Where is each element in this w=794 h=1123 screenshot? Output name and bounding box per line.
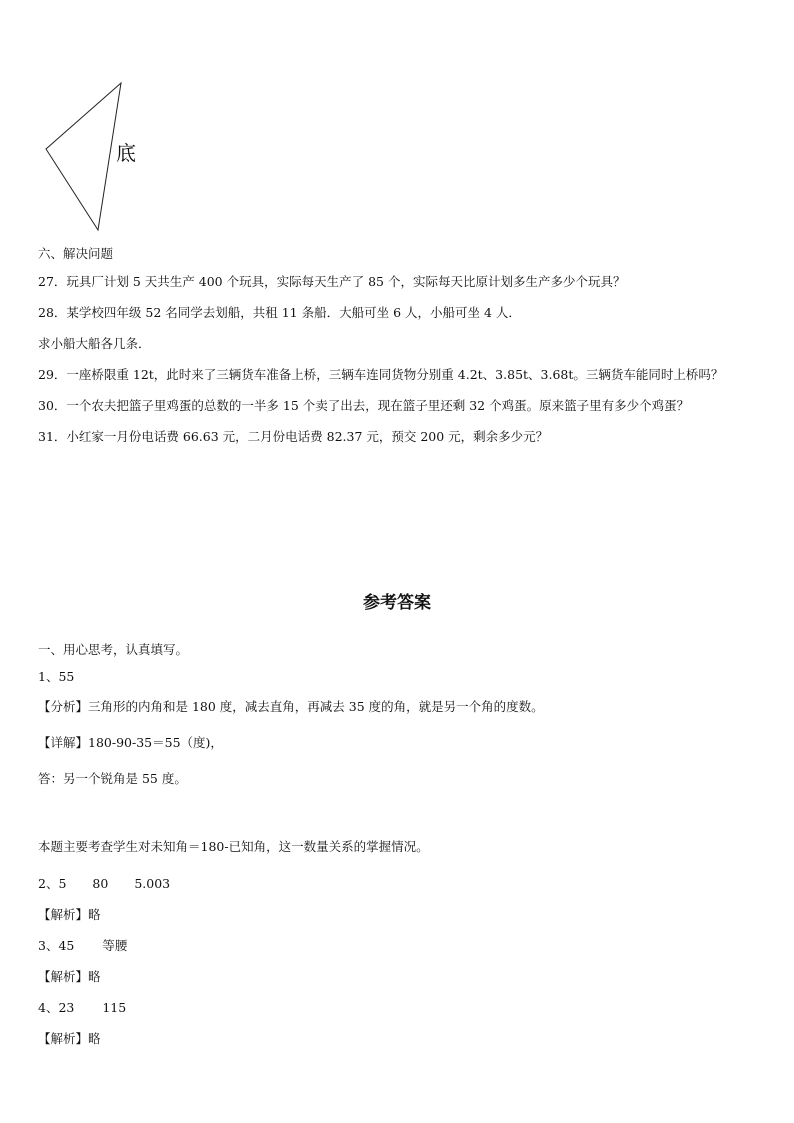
triangle-shape bbox=[46, 83, 121, 230]
question-29: 29．一座桥限重 12t，此时来了三辆货车准备上桥，三辆车连同货物分别重 4.2t、3.85t、3.68t。三辆货车能同时上桥吗？ bbox=[38, 367, 724, 382]
answer-4-analysis: 【解析】略 bbox=[38, 1031, 101, 1046]
answer-3-value-2: 等腰 bbox=[102, 938, 128, 953]
answer-1-number: 1、55 bbox=[38, 669, 75, 684]
answer-1-analysis: 【分析】三角形的内角和是 180 度，减去直角，再减去 35 度的角，就是另一个角的度数。 bbox=[38, 699, 544, 714]
answer-1-note: 本题主要考查学生对未知角＝180-已知角，这一数量关系的掌握情况。 bbox=[38, 839, 429, 854]
answers-title: 参考答案 bbox=[363, 593, 431, 613]
answer-2-value-2: 80 bbox=[92, 876, 109, 891]
answer-3-row bbox=[38, 936, 127, 954]
question-31: 31．小红家一月份电话费 66.63 元，二月份电话费 82.37 元，预交 200 元，剩余多少元？ bbox=[38, 429, 549, 444]
answer-3-analysis: 【解析】略 bbox=[38, 969, 101, 984]
answer-4-number: 4、23 bbox=[38, 1000, 75, 1015]
question-30: 30．一个农夫把篮子里鸡蛋的总数的一半多 15 个卖了出去，现在篮子里还剩 32 个鸡蛋。原来篮子里有多少个鸡蛋？ bbox=[38, 398, 690, 413]
answer-2-value-3: 5.003 bbox=[134, 876, 171, 891]
answer-1-detail: 【详解】180-90-35＝55（度)， bbox=[38, 735, 223, 750]
answer-4-row bbox=[38, 998, 126, 1016]
question-27: 27．玩具厂计划 5 天共生产 400 个玩具，实际每天生产了 85 个，实际每天比原计划多生产多少个玩具？ bbox=[38, 274, 626, 289]
question-28-continued: 求小船大船各几条． bbox=[38, 336, 151, 351]
triangle-base-label: 底 bbox=[116, 141, 136, 165]
answer-4-value-2: 115 bbox=[102, 1000, 127, 1015]
answer-1-answer: 答：另一个锐角是 55 度。 bbox=[38, 771, 187, 786]
answers-section1-title: 一、用心思考，认真填写。 bbox=[38, 642, 189, 657]
answer-3-number: 3、45 bbox=[38, 938, 75, 953]
section6-title: 六、解决问题 bbox=[38, 246, 114, 261]
answer-2-number: 2、5 bbox=[38, 876, 67, 891]
answer-2-row bbox=[38, 874, 170, 892]
answer-2-analysis: 【解析】略 bbox=[38, 907, 101, 922]
question-28: 28．某学校四年级 52 名同学去划船，共租 11 条船．大船可坐 6 人，小船可坐 4 人． bbox=[38, 305, 521, 320]
